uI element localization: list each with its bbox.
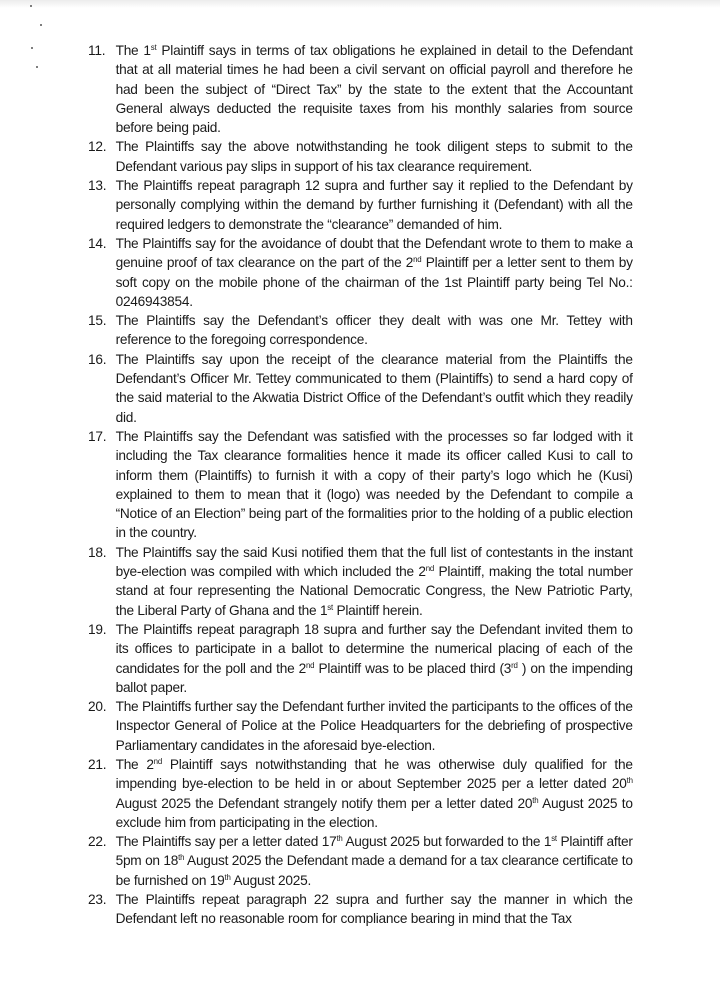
text-segment: Plaintiff says notwithstanding that he was otherwise duly qualified for the impending bye-election to be held in or about September 2025 per a letter dated 20 [115,755,633,792]
numbered-paragraph-list [88,41,641,929]
text-segment: The 1 [115,42,151,58]
paragraph-17 [88,427,633,543]
paragraph-22 [88,832,633,890]
paragraph-number: 21. [88,755,107,772]
text-segment: August 2025 but forwarded to the 1 [342,833,552,850]
scan-top-shadow [0,0,720,8]
paragraph-number: 18. [88,543,107,560]
paragraph-text [116,235,633,309]
paragraph-13 [88,176,633,234]
scan-speck [40,24,42,26]
paragraph-number: 14. [88,234,107,251]
paragraph-14 [88,234,633,311]
paragraph-number: 11. [88,42,106,58]
paragraph-text [116,177,633,232]
paragraph-number: 17. [88,427,107,444]
text-segment: Plaintiff per a letter sent to them by soft copy on the mobile phone of the chairman of the 1st Plaintiff party being Tel No.: 0246943854. [115,254,633,309]
text-segment: The Plaintiffs repeat paragraph 22 supra and further say the manner in which the Defendant left no reasonable room for compliance bearing in mind that the Tax [115,891,633,927]
text-segment: The Plaintiffs say the above notwithstanding he took diligent steps to submit to the Defendant various pay slips in support of his tax clearance requirement. [115,138,633,174]
paragraph-text [116,698,633,753]
paragraph-21 [88,755,633,832]
ordinal-suffix: st [551,834,557,844]
scan-speck [36,66,38,68]
text-segment: The Plaintiffs say the Defendant was satisfied with the processes so far lodged with it including the Tax clearance formalities hence it made its officer called Kusi to call to inform them (Plaintiffs) to furnish it with a copy of their party’s logo which he (Kusi) explained to them to mean that it (logo) was needed by the Defendant to compile a “Notice of an Election” being part of the formalities prior to the holding of a public election in the country. [115,427,633,541]
document-page [88,41,641,929]
paragraph-text [116,138,633,173]
ordinal-suffix: rd [511,660,518,670]
ordinal-suffix: th [224,872,231,882]
ordinal-suffix: th [532,795,539,805]
paragraph-11 [88,41,633,137]
text-segment: Plaintiff says in terms of tax obligations he explained in detail to the Defendant that at all material times he had been a civil servant on official payroll and therefore he had been the subject of “Direct Tax” by the state to the extent that the Accountant General always deducted the requisite taxes from his monthly salaries from source before being paid. [115,42,633,136]
paragraph-text [116,833,633,888]
paragraph-text [116,428,633,540]
paragraph-number: 13. [88,177,107,194]
paragraph-23 [88,890,633,929]
text-segment: The Plaintiffs say the Defendant’s officer they dealt with was one Mr. Tettey with reference to the foregoing correspondence. [115,312,633,348]
paragraph-number: 15. [88,312,107,329]
text-segment: The 2 [115,755,154,772]
text-segment: The Plaintiffs further say the Defendant further invited the participants to the offices of the Inspector General of Police at the Police Headquarters for the debriefing of prospective Parliamentary candidates in the aforesaid bye-election. [115,698,633,753]
paragraph-18 [88,543,633,620]
ordinal-suffix: nd [425,564,434,574]
ordinal-suffix: nd [306,660,315,670]
text-segment: ) on the impending ballot paper. [115,659,633,695]
scan-speck [31,47,33,49]
paragraph-text [116,891,633,926]
scan-speck [30,5,32,7]
text-segment: August 2025 to exclude him from participating in the election. [115,794,633,830]
paragraph-15 [88,311,633,350]
paragraph-text [116,756,633,830]
paragraph-text [116,351,633,425]
paragraph-number: 16. [88,350,107,367]
text-segment: Plaintiff, making the total number stand at four representing the National Democratic Congress, the New Patriotic Party, the Liberal Party of Ghana and the 1 [115,563,633,618]
text-segment: The Plaintiffs say per a letter dated 17 [115,833,337,850]
text-segment: August 2025 the Defendant strangely notify them per a letter dated 20 [115,794,533,811]
paragraph-19 [88,620,633,697]
paragraph-text [116,544,633,618]
paragraph-number: 19. [88,620,107,637]
paragraph-text [116,42,633,135]
text-segment: Plaintiff herein. [332,601,423,618]
paragraph-number: 22. [88,833,107,850]
text-segment: August 2025 the Defendant made a demand for a tax clearance certificate to be furnished on 19 [115,852,633,888]
ordinal-suffix: th [336,834,343,844]
ordinal-suffix: th [178,853,185,863]
ordinal-suffix: th [626,776,633,786]
paragraph-text [116,621,633,695]
paragraph-text [116,312,633,347]
paragraph-20 [88,697,633,755]
text-segment: The Plaintiffs repeat paragraph 18 supra and further say the Defendant invited them to its offices to participate in a ballot to determine the numerical placing of each of the candidates for the poll and the 2 [115,620,633,676]
paragraph-number: 20. [88,698,107,715]
text-segment: August 2025. [230,871,312,888]
paragraph-number: 12. [88,138,107,155]
text-segment: The Plaintiffs say upon the receipt of the clearance material from the Plaintiffs the Defendant’s Officer Mr. Tettey communicated to them (Plaintiffs) to send a hard copy of the said material to the Akwatia District Office of the Defendant’s outfit which they readily did. [115,350,633,425]
text-segment: The Plaintiffs say for the avoidance of doubt that the Defendant wrote to them to make a genuine proof of tax clearance on the part of the 2 [115,234,633,271]
ordinal-suffix: st [150,43,157,52]
ordinal-suffix: st [327,602,333,612]
text-segment: Plaintiff after 5pm on 18 [115,833,633,869]
text-segment: The Plaintiffs repeat paragraph 12 supra and further say it replied to the Defendant by personally complying within the demand by further furnishing it (Defendant) with all the required ledgers to demonstrate the “clearance” demanded of him. [115,177,633,232]
paragraph-number: 23. [88,891,107,908]
text-segment: Plaintiff was to be placed third (3 [314,659,512,676]
text-segment: The Plaintiffs say the said Kusi notified them that the full list of contestants in the instant bye-election was compiled with which included the 2 [115,543,633,580]
ordinal-suffix: nd [153,756,162,766]
paragraph-16 [88,350,633,427]
paragraph-12 [88,137,633,176]
ordinal-suffix: nd [413,255,422,265]
